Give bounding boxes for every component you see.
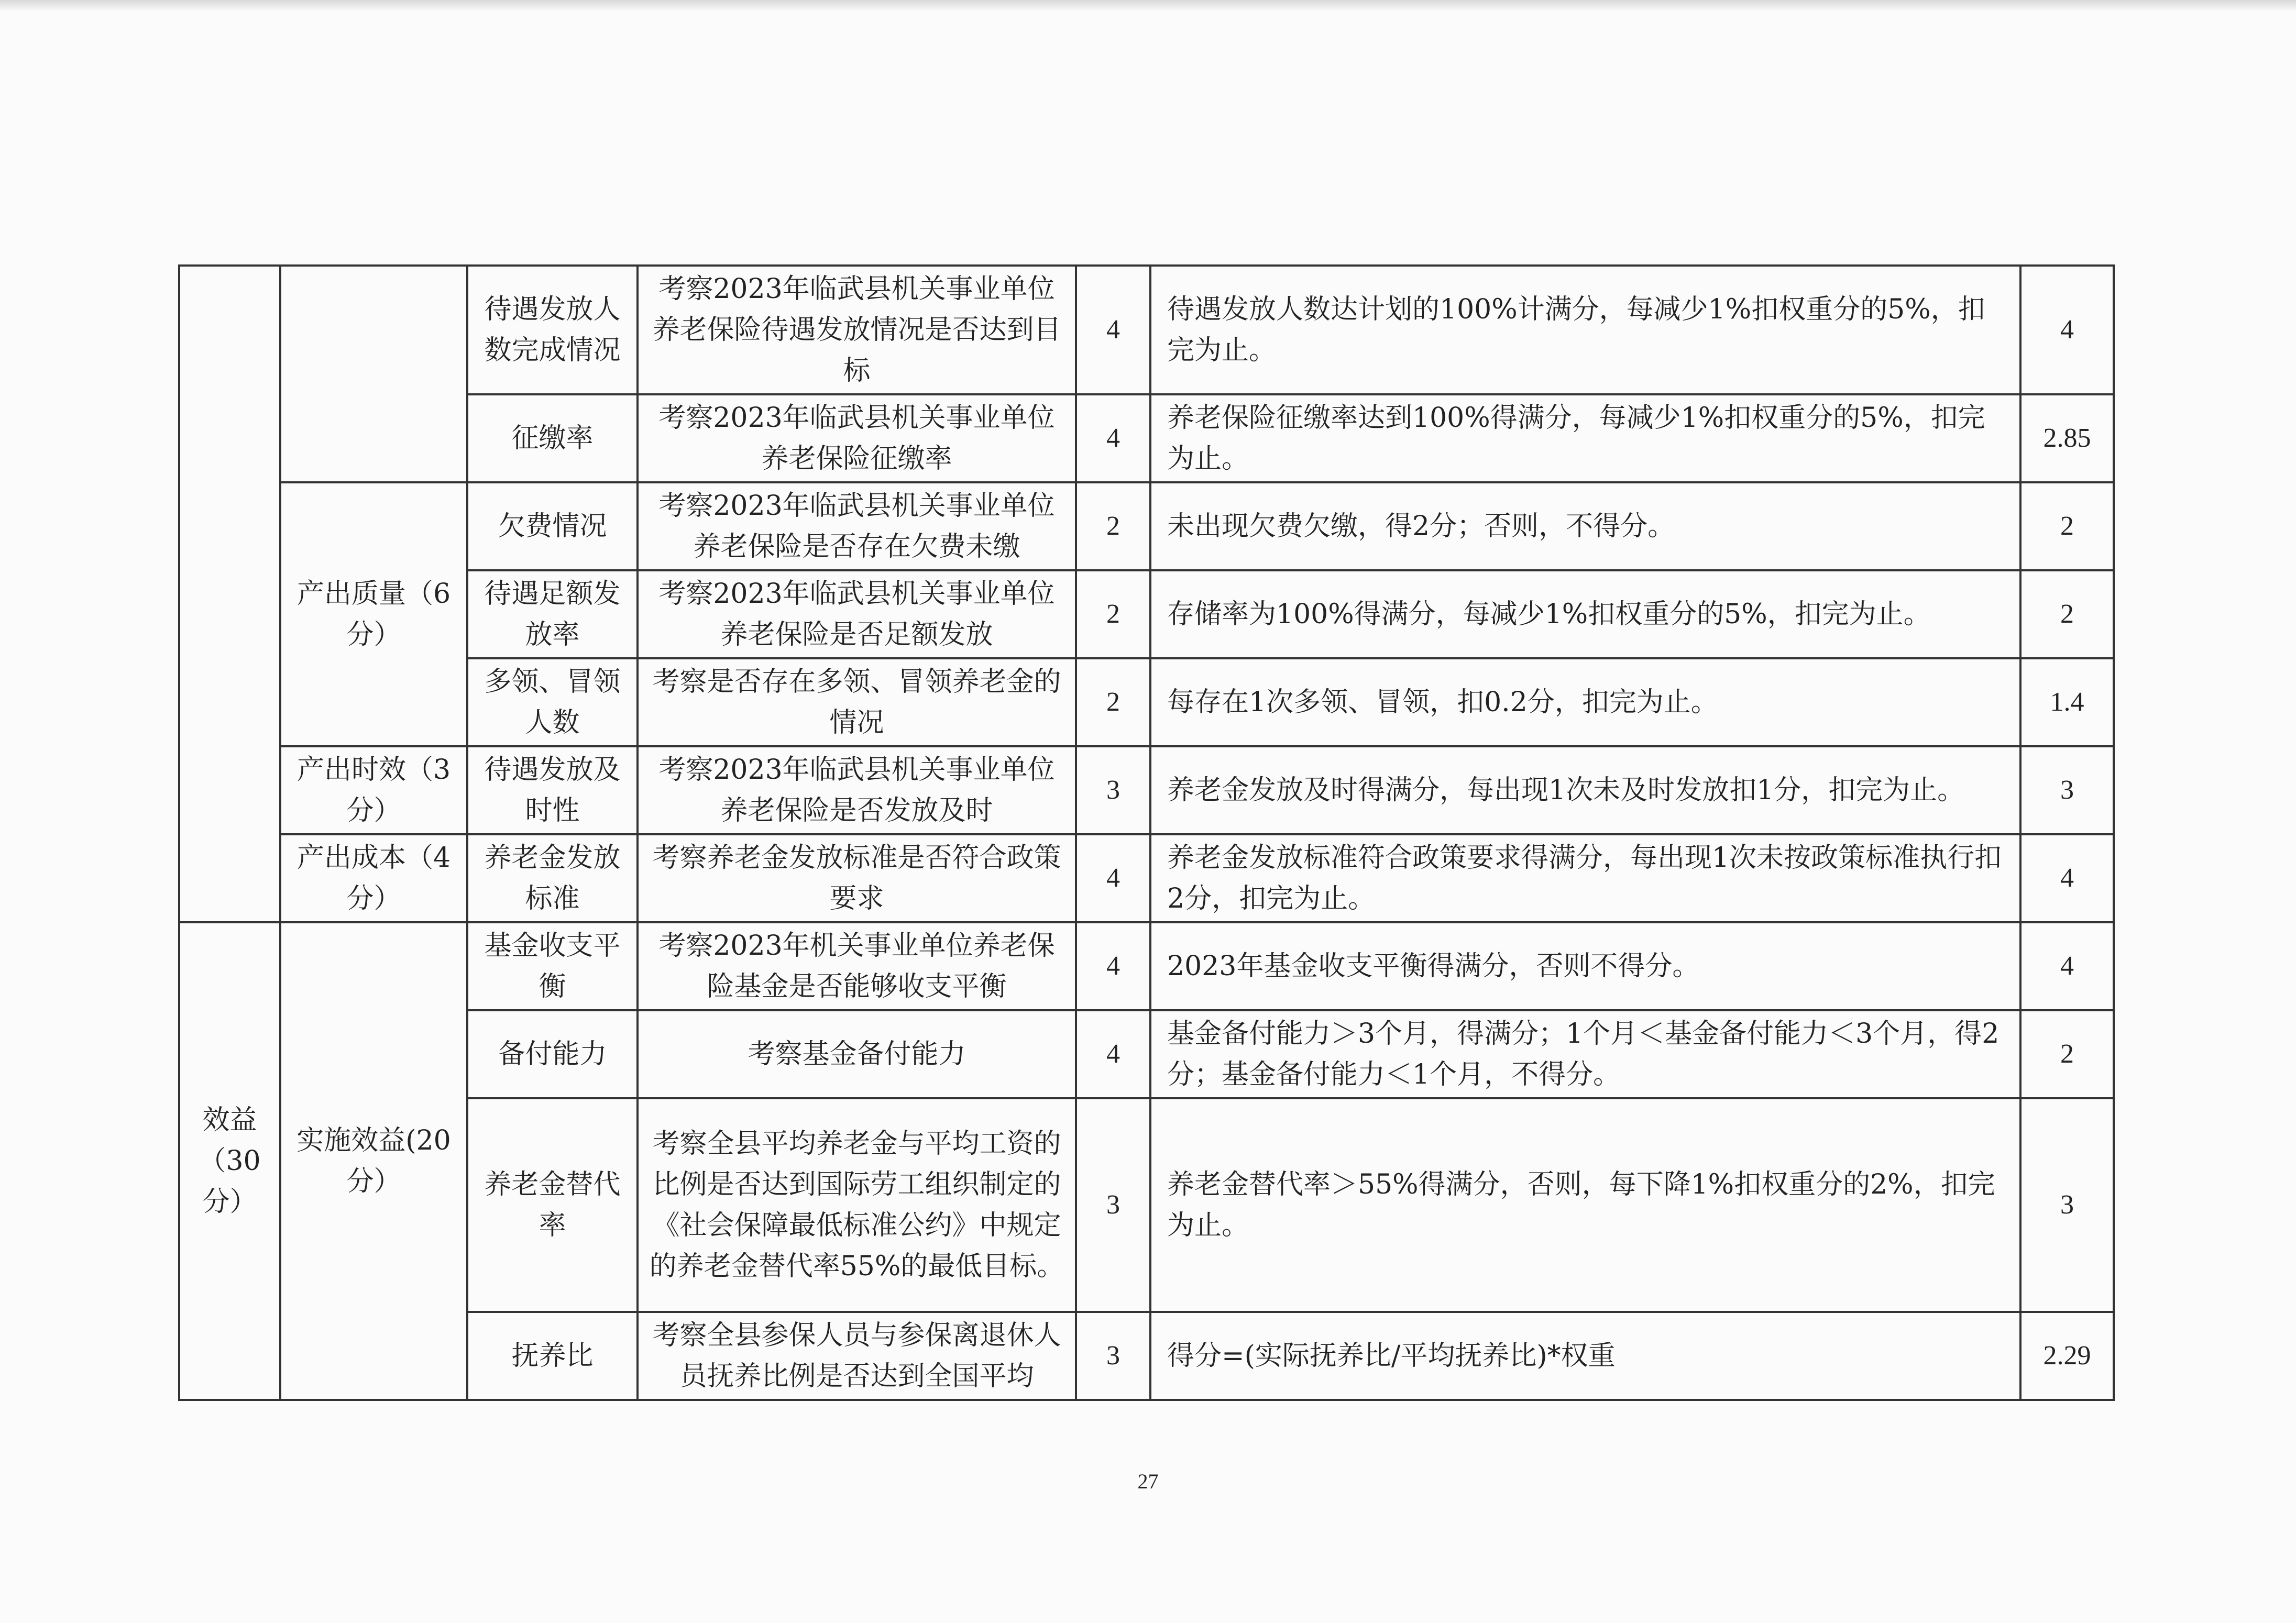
score-cell: 4 bbox=[2020, 266, 2114, 394]
standard-cell: 待遇发放人数达计划的100%计满分，每减少1%扣权重分的5%，扣完为止。 bbox=[1150, 266, 2020, 394]
content-cell: 考察2023年临武县机关事业单位养老保险是否足额发放 bbox=[638, 570, 1076, 658]
score-cell: 2.85 bbox=[2020, 394, 2114, 482]
content-cell: 考察2023年临武县机关事业单位养老保险是否存在欠费未缴 bbox=[638, 482, 1076, 570]
level2-cell: 产出成本（4分） bbox=[280, 834, 467, 922]
standard-cell: 养老保险征缴率达到100%得满分，每减少1%扣权重分的5%，扣完为止。 bbox=[1150, 394, 2020, 482]
scan-edge bbox=[0, 0, 2296, 12]
content-cell: 考察基金备付能力 bbox=[638, 1010, 1076, 1098]
weight-cell: 4 bbox=[1076, 394, 1150, 482]
standard-cell: 每存在1次多领、冒领，扣0.2分，扣完为止。 bbox=[1150, 658, 2020, 746]
score-cell: 3 bbox=[2020, 1098, 2114, 1312]
table-row bbox=[179, 394, 2114, 482]
score-cell: 3 bbox=[2020, 746, 2114, 834]
table-row bbox=[179, 834, 2114, 922]
indicator-cell: 待遇发放及时性 bbox=[467, 746, 638, 834]
indicator-cell: 抚养比 bbox=[467, 1312, 638, 1400]
standard-cell: 养老金替代率＞55%得满分，否则，每下降1%扣权重分的2%，扣完为止。 bbox=[1150, 1098, 2020, 1312]
standard-cell: 2023年基金收支平衡得满分，否则不得分。 bbox=[1150, 922, 2020, 1010]
indicator-cell: 欠费情况 bbox=[467, 482, 638, 570]
standard-cell: 基金备付能力＞3个月，得满分；1个月＜基金备付能力＜3个月，得2分；基金备付能力＜1个月，不得分。 bbox=[1150, 1010, 2020, 1098]
weight-cell: 4 bbox=[1076, 266, 1150, 394]
weight-cell: 4 bbox=[1076, 1010, 1150, 1098]
standard-cell: 未出现欠费欠缴，得2分；否则，不得分。 bbox=[1150, 482, 2020, 570]
table-row bbox=[179, 922, 2114, 1010]
table-row bbox=[179, 1010, 2114, 1098]
content-cell: 考察2023年临武县机关事业单位养老保险征缴率 bbox=[638, 394, 1076, 482]
indicator-cell: 养老金替代率 bbox=[467, 1098, 638, 1312]
score-cell: 2.29 bbox=[2020, 1312, 2114, 1400]
score-cell: 4 bbox=[2020, 922, 2114, 1010]
page-number: 27 bbox=[1137, 1470, 1159, 1493]
level1-cell bbox=[179, 266, 280, 922]
indicator-cell: 征缴率 bbox=[467, 394, 638, 482]
weight-cell: 2 bbox=[1076, 658, 1150, 746]
content-cell: 考察是否存在多领、冒领养老金的情况 bbox=[638, 658, 1076, 746]
score-cell: 2 bbox=[2020, 570, 2114, 658]
weight-cell: 4 bbox=[1076, 922, 1150, 1010]
level2-cell: 实施效益(20分） bbox=[280, 922, 467, 1400]
weight-cell: 3 bbox=[1076, 746, 1150, 834]
weight-cell: 2 bbox=[1076, 482, 1150, 570]
indicator-cell: 待遇发放人数完成情况 bbox=[467, 266, 638, 394]
standard-cell: 养老金发放标准符合政策要求得满分，每出现1次未按政策标准执行扣2分，扣完为止。 bbox=[1150, 834, 2020, 922]
level1-cell: 效益（30分） bbox=[179, 922, 280, 1400]
evaluation-table bbox=[178, 264, 2115, 1401]
weight-cell: 3 bbox=[1076, 1098, 1150, 1312]
content-cell: 考察2023年临武县机关事业单位养老保险待遇发放情况是否达到目标 bbox=[638, 266, 1076, 394]
weight-cell: 4 bbox=[1076, 834, 1150, 922]
standard-cell: 存储率为100%得满分，每减少1%扣权重分的5%，扣完为止。 bbox=[1150, 570, 2020, 658]
indicator-cell: 基金收支平衡 bbox=[467, 922, 638, 1010]
content-cell: 考察2023年机关事业单位养老保险基金是否能够收支平衡 bbox=[638, 922, 1076, 1010]
level2-cell: 产出时效（3分） bbox=[280, 746, 467, 834]
standard-cell: 得分=(实际抚养比/平均抚养比)*权重 bbox=[1150, 1312, 2020, 1400]
indicator-cell: 待遇足额发放率 bbox=[467, 570, 638, 658]
content-cell: 考察全县参保人员与参保离退休人员抚养比例是否达到全国平均 bbox=[638, 1312, 1076, 1400]
weight-cell: 2 bbox=[1076, 570, 1150, 658]
weight-cell: 3 bbox=[1076, 1312, 1150, 1400]
indicator-cell: 养老金发放标准 bbox=[467, 834, 638, 922]
table-row bbox=[179, 746, 2114, 834]
level2-cell bbox=[280, 266, 467, 482]
indicator-cell: 多领、冒领人数 bbox=[467, 658, 638, 746]
score-cell: 2 bbox=[2020, 1010, 2114, 1098]
table-row bbox=[179, 1098, 2114, 1312]
indicator-cell: 备付能力 bbox=[467, 1010, 638, 1098]
table-row bbox=[179, 266, 2114, 394]
table-row bbox=[179, 482, 2114, 570]
score-cell: 1.4 bbox=[2020, 658, 2114, 746]
content-cell: 考察全县平均养老金与平均工资的比例是否达到国际劳工组织制定的《社会保障最低标准公约》中规定的养老金替代率55%的最低目标。 bbox=[638, 1098, 1076, 1312]
content-cell: 考察养老金发放标准是否符合政策要求 bbox=[638, 834, 1076, 922]
score-cell: 2 bbox=[2020, 482, 2114, 570]
score-cell: 4 bbox=[2020, 834, 2114, 922]
table-row bbox=[179, 658, 2114, 746]
content-cell: 考察2023年临武县机关事业单位养老保险是否发放及时 bbox=[638, 746, 1076, 834]
level2-cell: 产出质量（6分） bbox=[280, 482, 467, 746]
table-row bbox=[179, 570, 2114, 658]
standard-cell: 养老金发放及时得满分，每出现1次未及时发放扣1分，扣完为止。 bbox=[1150, 746, 2020, 834]
table-row bbox=[179, 1312, 2114, 1400]
